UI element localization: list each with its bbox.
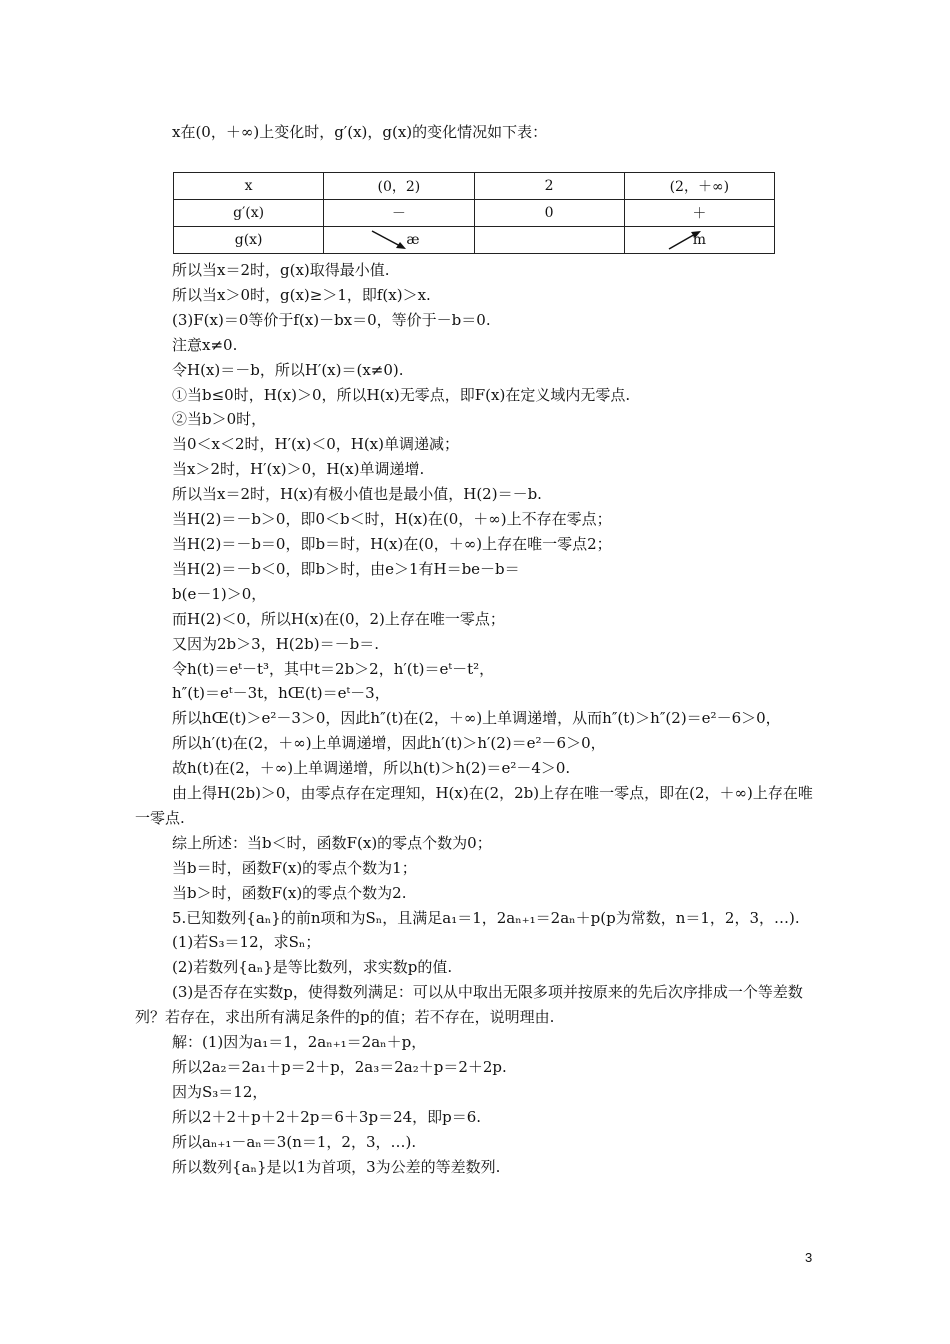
table-cell-increasing [624, 227, 774, 254]
table-cell-decreasing [324, 227, 474, 254]
text-line: 当H(2)＝－b＞0，即0＜b＜时，H(x)在(0，＋∞)上不存在零点； [172, 510, 612, 529]
text-line: (3)是否存在实数p，使得数列满足：可以从中取出无限多项并按原来的先后次序排成一个等差数列？若存在，求出所有满足条件的p的值；若不存在，说明理由. [135, 983, 803, 1027]
text-line: b(e－1)＞0， [172, 584, 267, 603]
text-line: 由上得H(2b)＞0，由零点存在定理知，H(x)在(2，2b)上存在唯一零点，即在(2，＋∞)上存在唯一零点. [135, 784, 813, 827]
table-cell: x [174, 173, 324, 200]
text-line: 所以当x＞0时，g(x)≥＞1，即f(x)＞x. [172, 285, 431, 304]
text-line: 当H(2)＝－b＜0，即b＞时，由e＞1有H＝be－b＝ [172, 559, 520, 578]
text-line: ②当b＞0时， [172, 410, 267, 429]
text-line: 综上所述：当b＜时，函数F(x)的零点个数为0； [172, 833, 492, 852]
text-line: 令h(t)＝eᵗ－t³，其中t＝2b＞2，h′(t)＝eᵗ－t²， [172, 659, 495, 678]
table-intro: x在(0，＋∞)上变化时，g′(x)，g(x)的变化情况如下表： [172, 123, 548, 141]
table-row [174, 200, 775, 227]
text-line: 而H(2)＜0，所以H(x)在(0，2)上存在唯一零点； [172, 609, 505, 628]
table-cell: 2 [474, 173, 624, 200]
text-line: 解：(1)因为a₁＝1，2aₙ₊₁＝2aₙ＋p， [172, 1033, 427, 1052]
text-line: 当x＞2时，H′(x)＞0，H(x)单调递增. [172, 460, 425, 479]
solution-text [135, 258, 825, 1180]
table-cell: (0，2) [324, 173, 474, 200]
table-cell: g(x) [174, 227, 324, 254]
variation-table [173, 172, 775, 254]
arrow-down-icon [324, 227, 474, 253]
text-line: 所以hŒ(t)＞e²－3＞0，因此h″(t)在(2，＋∞)上单调递增，从而h″(t)＞h″(2)＝e²－6＞0， [172, 709, 781, 728]
table-cell [474, 227, 624, 254]
text-line: 所以数列{aₙ}是以1为首项，3为公差的等差数列. [172, 1157, 501, 1176]
text-line: 所以2a₂＝2a₁＋p＝2＋p，2a₃＝2a₂＋p＝2＋2p. [172, 1058, 507, 1076]
table-cell-label: m [692, 232, 706, 248]
text-line: ①当b≤0时，H(x)＞0，所以H(x)无零点，即F(x)在定义域内无零点. [172, 385, 631, 404]
text-line: 令H(x)＝－b，所以H′(x)＝(x≠0). [172, 360, 404, 379]
text-line: 因为S₃＝12， [172, 1082, 268, 1101]
table-cell: (2，＋∞) [624, 173, 774, 200]
text-line: (2)若数列{aₙ}是等比数列，求实数p的值. [172, 958, 453, 977]
text-line: 所以当x＝2时，H(x)有极小值也是最小值，H(2)＝－b. [172, 485, 542, 504]
table-row [174, 173, 775, 200]
text-line: 注意x≠0. [172, 335, 238, 354]
text-line: 5.已知数列{aₙ}的前n项和为Sₙ，且满足a₁＝1，2aₙ₊₁＝2aₙ＋p(p为常数，n＝1，2，3，…). [172, 908, 800, 927]
table-row [174, 227, 775, 254]
text-line: 所以aₙ₊₁－aₙ＝3(n＝1，2，3，…). [172, 1132, 417, 1151]
text-line: 当b＞时，函数F(x)的零点个数为2. [172, 883, 407, 902]
table-cell: 0 [474, 200, 624, 227]
table-cell: g′(x) [174, 200, 324, 227]
text-line: (1)若S₃＝12，求Sₙ； [172, 933, 321, 952]
text-line: 所以2＋2＋p＋2＋2p＝6＋3p＝24，即p＝6. [172, 1107, 482, 1126]
table-cell-label: æ [406, 232, 420, 248]
text-line: 故h(t)在(2，＋∞)上单调递增，所以h(t)＞h(2)＝e²－4＞0. [172, 759, 571, 778]
text-line: 当0＜x＜2时，H′(x)＜0，H(x)单调递减； [172, 435, 459, 454]
text-line: h″(t)＝eᵗ－3t，hŒ(t)＝eᵗ－3， [172, 684, 390, 703]
text-line: (3)F(x)＝0等价于f(x)－bx＝0，等价于－b＝0. [172, 310, 491, 329]
text-line: 所以h′(t)在(2，＋∞)上单调递增，因此h′(t)＞h′(2)＝e²－6＞0， [172, 734, 606, 753]
text-line: 当b＝时，函数F(x)的零点个数为1； [172, 858, 417, 877]
table-cell: － [324, 200, 474, 227]
text-line: 当H(2)＝－b＝0，即b＝时，H(x)在(0，＋∞)上存在唯一零点2； [172, 534, 612, 553]
text-line: 又因为2b＞3，H(2b)＝－b＝. [172, 634, 379, 653]
page-number: 3 [805, 1250, 813, 1265]
text-line: 所以当x＝2时，g(x)取得最小值. [172, 261, 390, 279]
table-cell: ＋ [624, 200, 774, 227]
